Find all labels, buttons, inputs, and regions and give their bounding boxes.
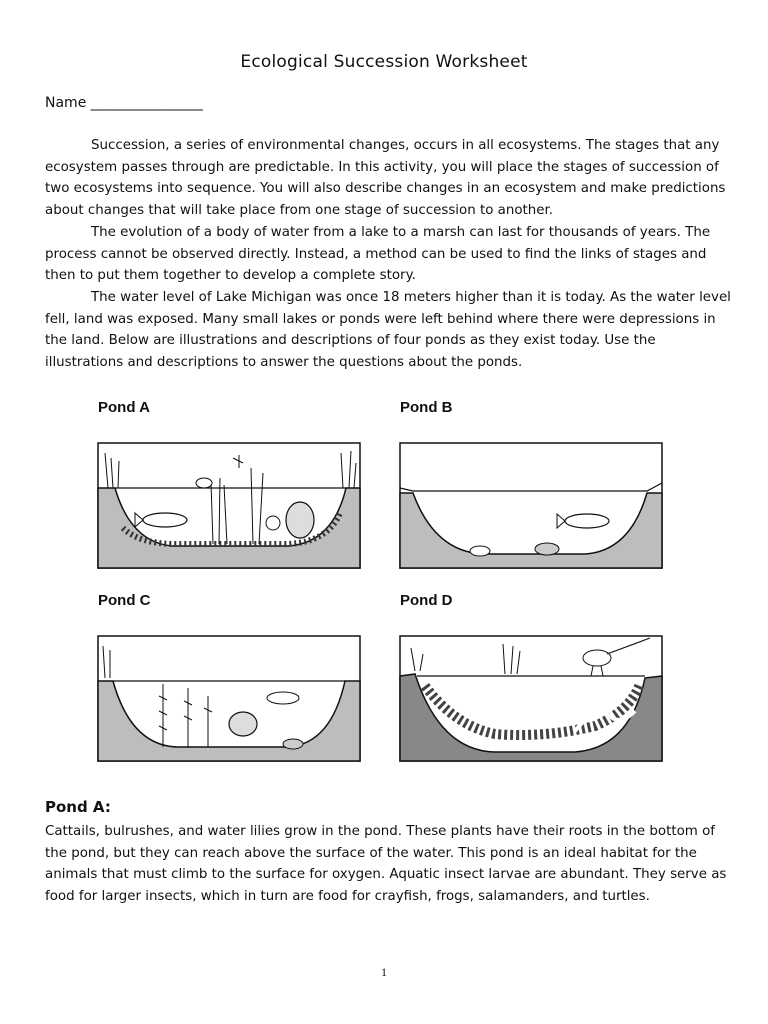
page-number: 1: [381, 965, 387, 979]
pond-d-panel: [395, 592, 670, 766]
pond-b-panel: [395, 399, 670, 573]
pond-c-panel: [93, 592, 368, 766]
pond-a-label: Pond A: [98, 399, 150, 416]
pond-a-heading: Pond A:: [45, 798, 111, 816]
ponds-illustration: [93, 399, 675, 783]
pond-a-description: Cattails, bulrushes, and water lilies grow in the pond. These plants have their roots in the bottom of the pond, but they can reach above the surface of the water. This pond is an ideal habitat for the animals that must climb to the surface for oxygen. Aquatic insect larvae are abundant. They serve as food for larger insects, which in turn are food for crayfish, frogs, salamanders, and turtles.: [45, 824, 727, 905]
intro-paragraph-1: Succession, a series of environmental changes, occurs in all ecosystems. The stages that any ecosystem passes through are predictable. In this activity, you will place the stages of succession of two ecosystems into sequence. You will also describe changes in an ecosystem and make predictions about changes that will take place from one stage of succession to another.: [45, 138, 726, 219]
pond-b-label: Pond B: [400, 399, 453, 416]
pond-a-panel: [93, 399, 368, 573]
pond-c-drawing: [93, 616, 368, 766]
pond-d-label: Pond D: [400, 592, 453, 609]
intro-text: [45, 135, 735, 374]
page-title: Ecological Succession Worksheet: [240, 52, 528, 72]
pond-d-drawing: [395, 616, 670, 766]
name-field-label: Name ________________: [45, 95, 203, 111]
intro-paragraph-2: The evolution of a body of water from a lake to a marsh can last for thousands of years. The process cannot be observed directly. Instead, a method can be used to find the links of stages and then to put them together to develop a complete story.: [45, 224, 711, 284]
pond-c-label: Pond C: [98, 592, 151, 609]
pond-a-drawing: [93, 423, 368, 573]
pond-b-drawing: [395, 423, 670, 573]
intro-paragraph-3: The water level of Lake Michigan was once 18 meters higher than it is today. As the water level fell, land was exposed. Many small lakes or ponds were left behind where there were depressions in the land. Below are illustrations and descriptions of four ponds as they exist today. Use the illustrations and descriptions to answer the questions about the ponds.: [45, 289, 731, 371]
